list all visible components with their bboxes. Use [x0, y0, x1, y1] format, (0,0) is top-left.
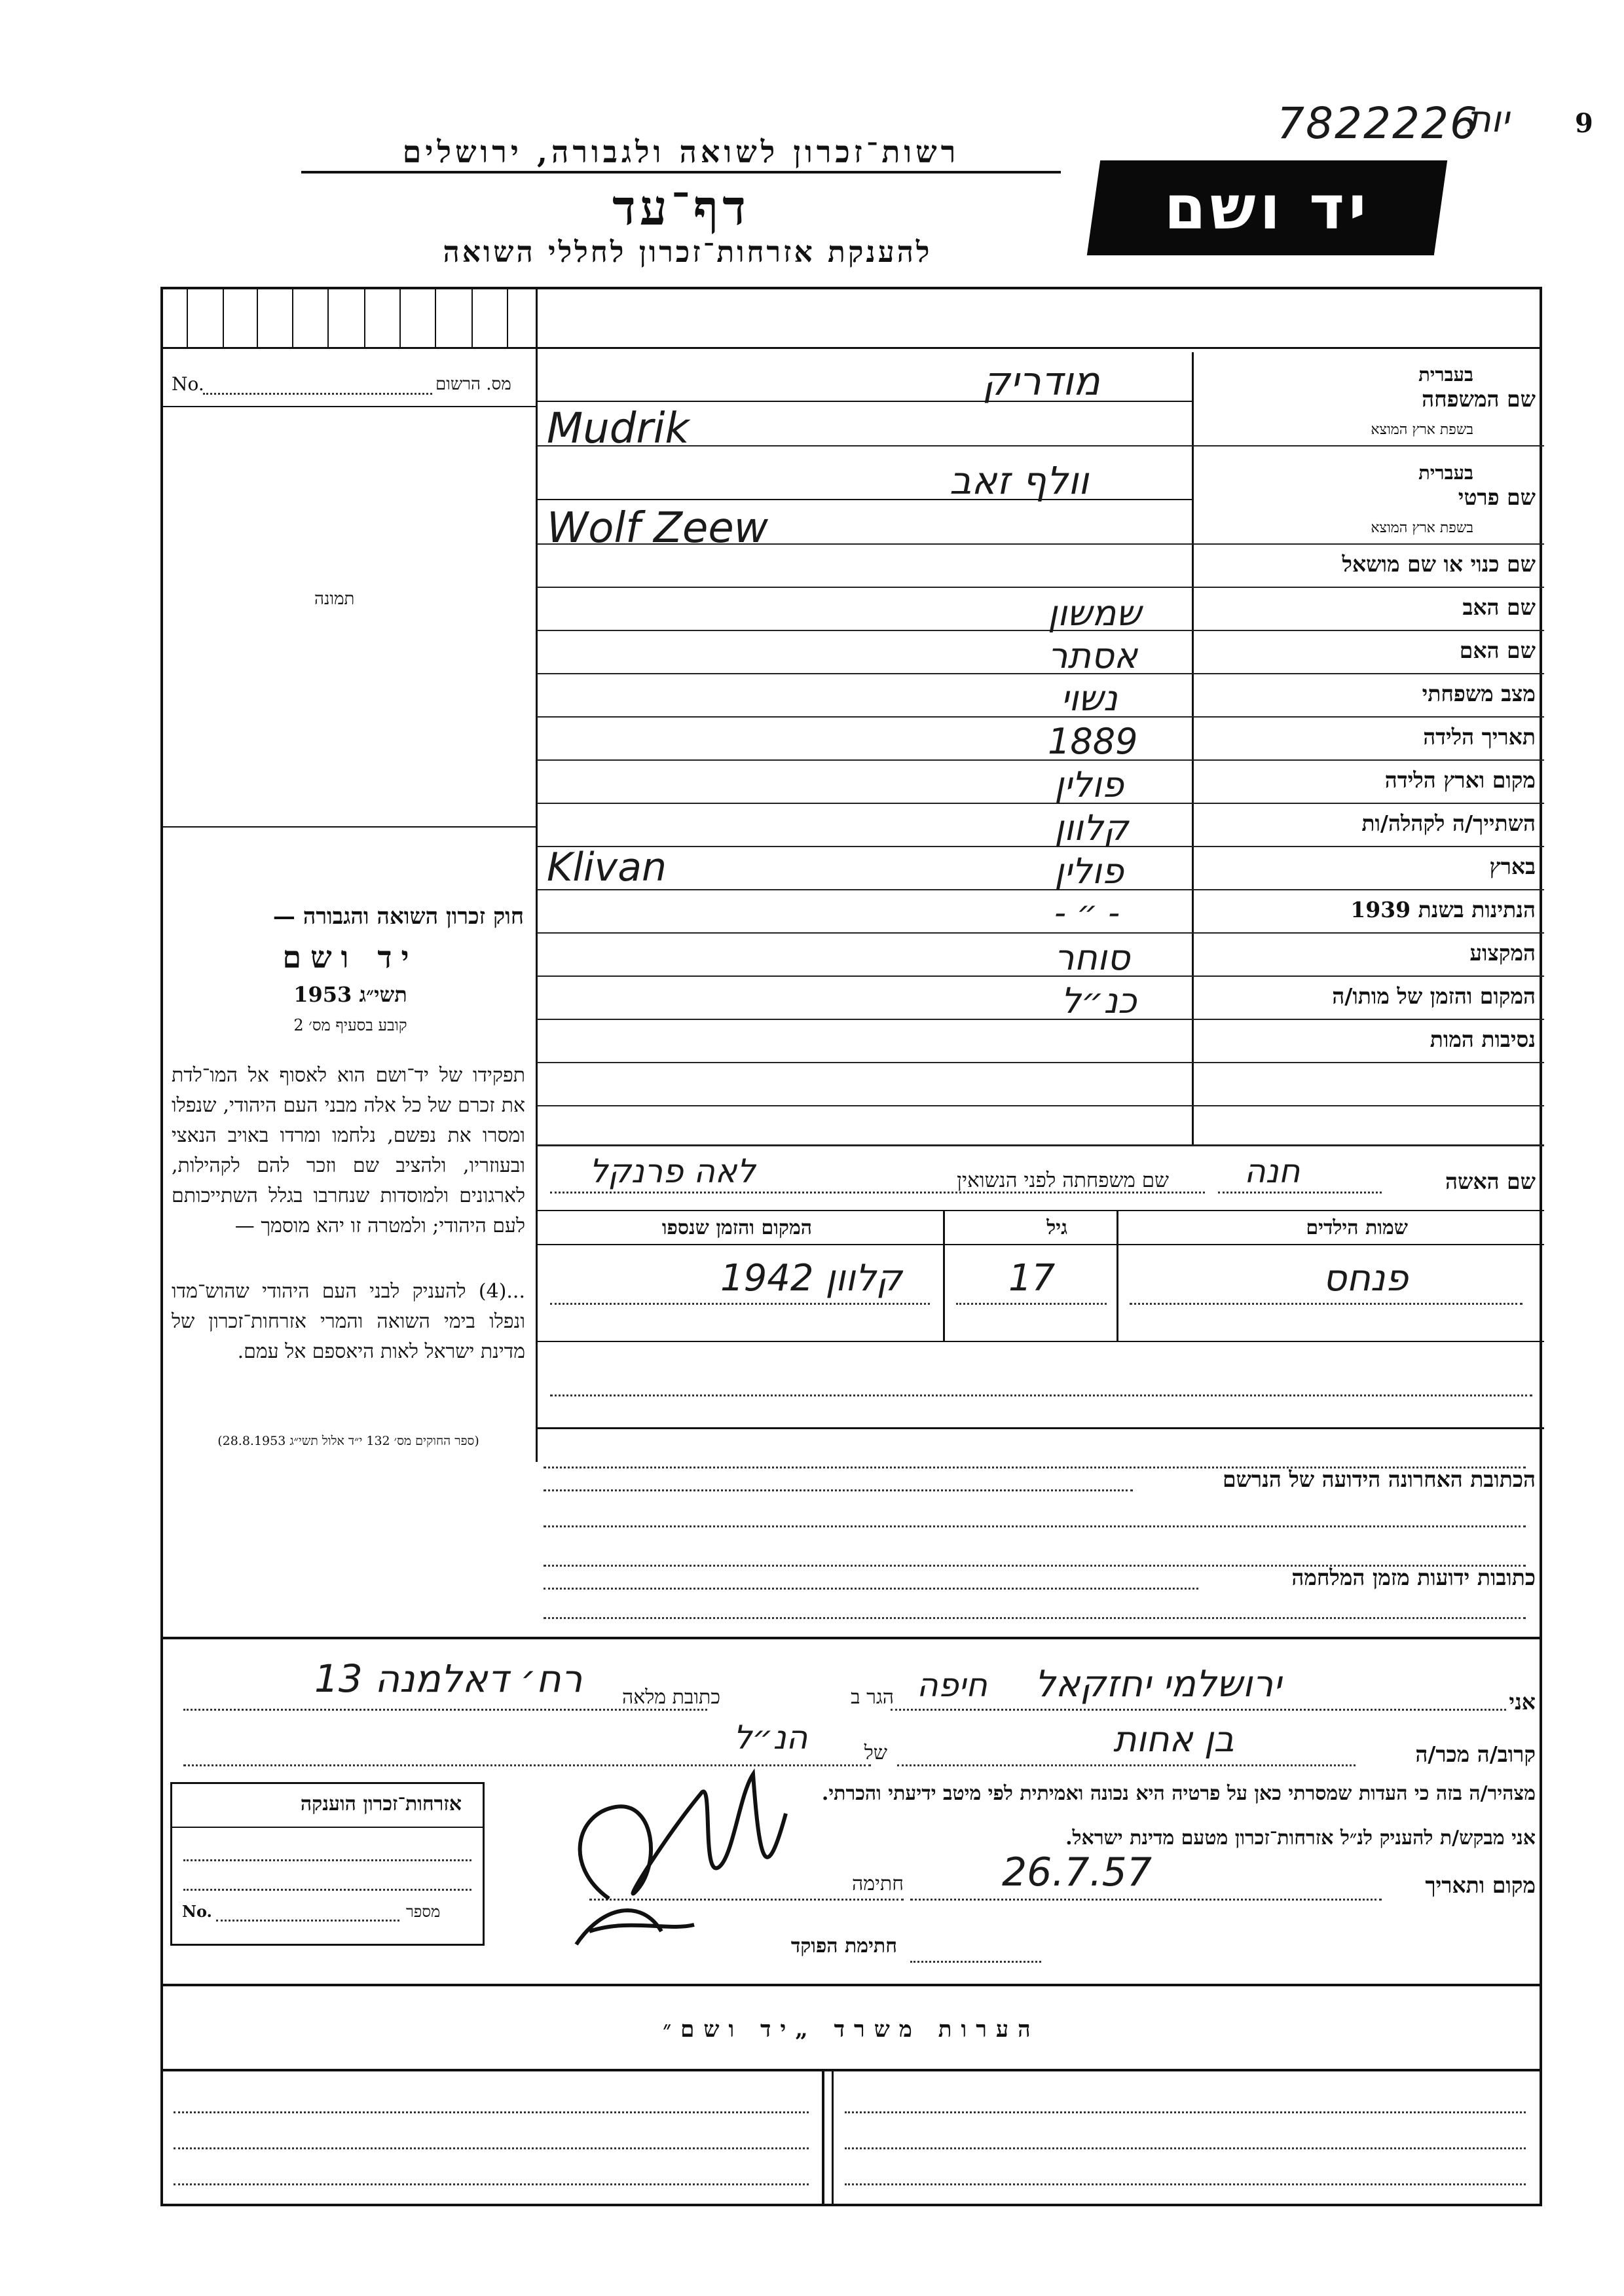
community-label: השתייך/ה לקהלה/ות — [1361, 811, 1536, 836]
law-name: יד ושם — [282, 939, 418, 975]
wife-maiden-value[interactable]: לאה פרנקל — [589, 1152, 756, 1190]
photo-label: תמונה — [314, 589, 355, 609]
family-origin-label: בשפת ארץ המוצא — [1371, 422, 1473, 438]
full-address-label: כתובת מלאה — [622, 1686, 720, 1709]
community-he[interactable]: קלוון — [1054, 807, 1129, 848]
law-body-2: ...(4) להעניק לבני העם היהודי שהוש־מדו ונפלו בימי השואה והמרי אזרחות־זכרון של מדינת ישראל לאות היאספם אל עמם. — [172, 1280, 525, 1363]
citizenship-num-label: מספר — [406, 1903, 441, 1921]
family-name-orig[interactable]: Mudrik — [547, 405, 690, 453]
wife-maiden-label: שם משפחתה לפני הנשואין — [957, 1169, 1169, 1192]
death-place-label: המקום והזמן של מותו/ה — [1332, 983, 1536, 1009]
birth-place-value[interactable]: פולין — [1054, 764, 1124, 805]
relation-value[interactable]: בן אחות — [1113, 1719, 1234, 1760]
birth-date-label: תאריך הלידה — [1423, 724, 1536, 750]
father-value[interactable]: שמשון — [1048, 592, 1141, 634]
child-place[interactable]: קלוון 1942 — [720, 1257, 902, 1300]
reg-no-label: No. — [172, 373, 204, 395]
citizenship-label: הנתינות בשנת 1939 — [1350, 897, 1536, 922]
country-value[interactable]: פולין — [1054, 850, 1124, 892]
death-place-value[interactable]: כנ״ל — [1061, 980, 1137, 1021]
profession-value[interactable]: סוחר — [1054, 937, 1130, 978]
number-mark: 9 — [1575, 108, 1593, 139]
children-header-names: שמות הילדים — [1306, 1216, 1408, 1239]
birth-place-label: מקום וארץ הלידה — [1384, 767, 1536, 793]
children-header-age: גיל — [1046, 1216, 1067, 1239]
community-orig[interactable]: Klivan — [547, 845, 667, 890]
first-hebrew-label: בעברית — [1418, 462, 1473, 484]
family-name-he[interactable]: מודריק — [982, 359, 1100, 405]
resides-label: הגר ב — [851, 1686, 894, 1709]
of-label: של — [864, 1741, 887, 1764]
law-body-1: תפקידו של יד־ושם הוא לאסוף אל המו־לדת את זכרם של כל אלה מבני העם היהודי, שנפלו ומסרו את נפשם, נלחמו ומרדו באויב הנאצי ובעוזריו, ולהציב שם וזכר להם לקהילות, לארגונים ולמוסדות שנחרבו בגלל השתייכותם לעם היהודי; ולמטרה זו יהא מוסמך — — [172, 1064, 525, 1237]
first-origin-label: בשפת ארץ המוצא — [1371, 520, 1473, 536]
request-text: אני מבקש/ת להעניק לנ״ל אזרחות־זכרון מטעם מדינת ישראל. — [1065, 1827, 1536, 1850]
declarant-city[interactable]: חיפה — [917, 1666, 987, 1704]
declare-text: מצהיר/ה בזה כי העדות שמסרתי כאן על פרטיה היא נכונה ואמיתית לפי מיטב ידיעתי והכרתי. — [821, 1782, 1536, 1805]
children-header-place: המקום והזמן שנספו — [661, 1216, 812, 1239]
child-age[interactable]: 17 — [1008, 1257, 1056, 1300]
father-label: שם האב — [1462, 594, 1536, 620]
signature-label: חתימה — [852, 1872, 904, 1895]
citizenship-no-label: No. — [182, 1902, 212, 1921]
wife-label: שם האשה — [1445, 1169, 1536, 1194]
form-title: דף־עד — [612, 180, 750, 236]
wife-value[interactable]: חנה — [1244, 1152, 1301, 1190]
law-year: תשי״ג 1953 — [293, 982, 407, 1007]
reg-label: מס. הרשום — [435, 374, 511, 394]
logo-text: יד ושם — [1164, 173, 1371, 243]
declarant-address[interactable]: רח׳ דאלמנה 13 — [314, 1656, 583, 1701]
country-label: בארץ — [1489, 854, 1536, 879]
citizenship-box-title: אזרחות־זכרון הוענקה — [300, 1793, 462, 1815]
date-value[interactable]: 26.7.57 — [1002, 1850, 1153, 1895]
wartime-address-label: כתובות ידועות מזמן המלחמה — [1291, 1565, 1536, 1590]
archive-mark: יות — [1467, 98, 1509, 141]
institution-title: רשות־זכרון לשואה ולגבורה, ירושלים — [301, 134, 1061, 173]
officer-signature-label: חתימת הפוקד — [790, 1935, 897, 1958]
family-name-label: שם המשפחה — [1422, 386, 1536, 412]
yad-vashem-logo — [1087, 160, 1447, 255]
mother-value[interactable]: אסתר — [1048, 635, 1138, 676]
death-cause-label: נסיבות המות — [1430, 1027, 1536, 1052]
last-address-label: הכתובת האחרונה הידועה של הנרשם — [1222, 1467, 1536, 1492]
place-date-label: מקום ותאריך — [1425, 1872, 1536, 1898]
marital-value[interactable]: נשוי — [1061, 678, 1118, 719]
mother-label: שם האם — [1459, 638, 1536, 663]
citizenship-value[interactable]: - ״ - — [1054, 894, 1120, 932]
first-name-orig[interactable]: Wolf Zeew — [547, 504, 769, 553]
form-subtitle: להענקת אזרחות־זכרון לחללי השואה — [443, 236, 932, 269]
office-notes-label: הערות משרד „יד ושם״ — [663, 2016, 1040, 2043]
relation-label: קרוב/ה מכר/ה — [1415, 1741, 1536, 1767]
birth-date-value[interactable]: 1889 — [1048, 721, 1138, 762]
of-value[interactable]: הנ״ל — [733, 1719, 808, 1757]
declarant-signature — [537, 1735, 891, 1958]
profession-label: המקצוע — [1469, 940, 1536, 966]
archive-number: 7822226 — [1277, 98, 1479, 149]
first-name-he[interactable]: וולף זאב — [950, 458, 1089, 503]
child-name[interactable]: פנחס — [1323, 1257, 1409, 1300]
first-name-label: שם פרטי — [1458, 484, 1536, 510]
declarant-name[interactable]: ירושלמי יחזקאל — [1035, 1663, 1282, 1705]
nickname-label: שם כנוי או שם מושאל — [1342, 551, 1536, 577]
law-heading: חוק זכרון השואה והגבורה — — [272, 903, 524, 930]
marital-label: מצב משפחתי — [1422, 681, 1536, 706]
law-clause: קובע בסעיף מס׳ 2 — [293, 1016, 407, 1034]
family-hebrew-label: בעברית — [1418, 363, 1473, 386]
law-citation: (ספר החוקים מס׳ 132 י״ד אלול תשי״ג 28.8.1953) — [217, 1434, 479, 1448]
declarant-i-label: אני — [1509, 1689, 1536, 1715]
